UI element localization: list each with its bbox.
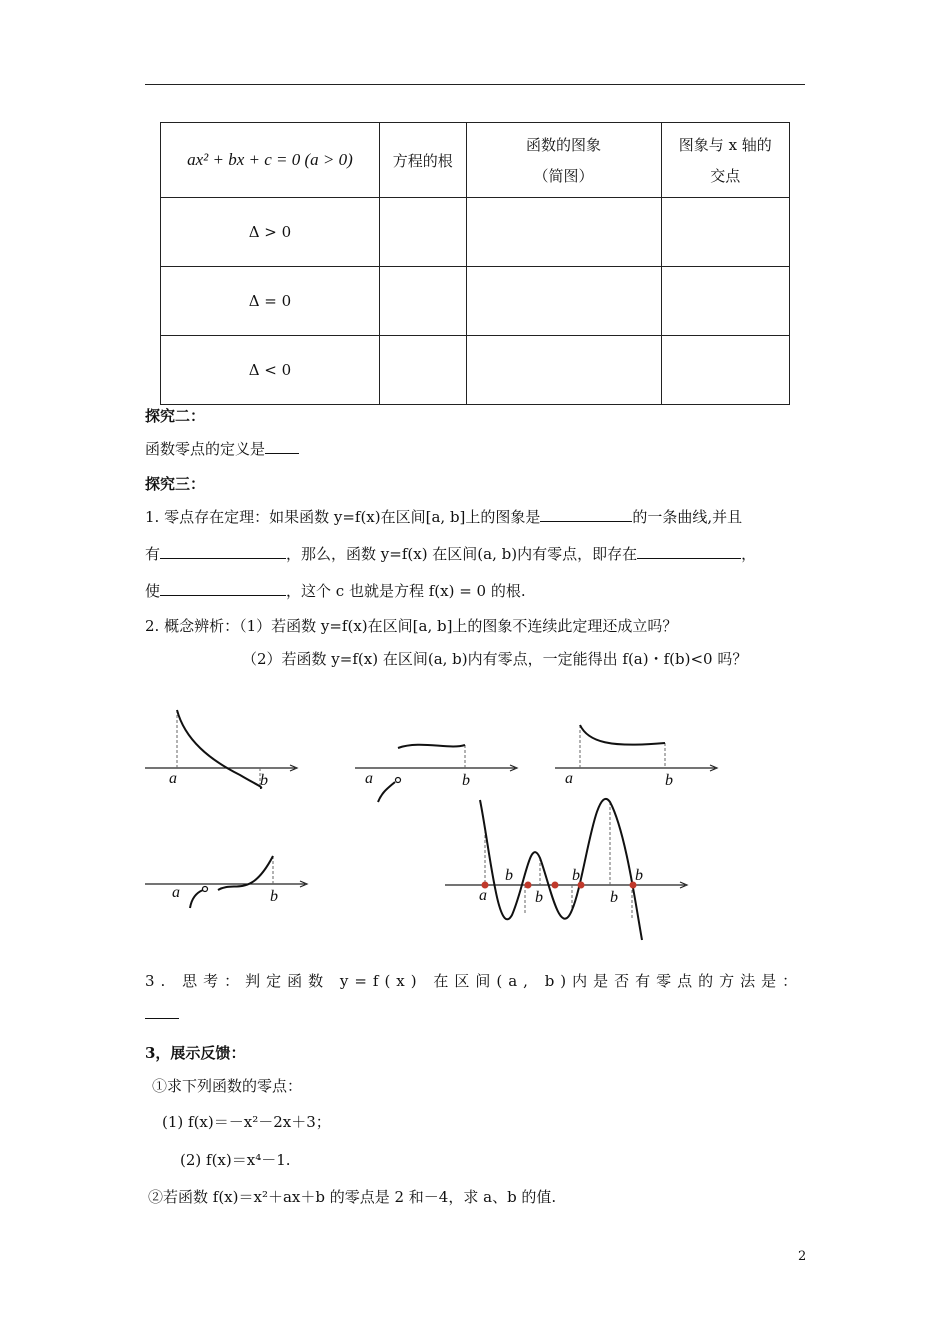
fig1-label-a: a — [169, 770, 177, 787]
fig2-label-a: a — [365, 770, 373, 787]
fig5-label-a: a — [479, 887, 487, 904]
header-intersect: 图象与 x 轴的 交点 — [661, 123, 789, 198]
feedback-q2: ②若函数 f(x)＝x²＋ax＋b 的零点是 2 和－4，求 a、b 的值. — [148, 1188, 557, 1206]
fig5-label-b3: b — [572, 867, 580, 884]
fig5-label-b5: b — [635, 867, 643, 884]
row-delta-zero: Δ = 0 — [161, 267, 380, 336]
think-question: 3. 思考：判定函数 y=f(x) 在区间(a, b)内是否有零点的方法是： — [145, 972, 804, 990]
fig4-label-a: a — [172, 884, 180, 901]
fig5-label-b2: b — [535, 889, 543, 906]
fig3-label-a: a — [565, 770, 573, 787]
top-rule — [145, 84, 805, 85]
fig1-label-b: b — [260, 772, 268, 789]
explore2-heading: 探究二： — [145, 407, 206, 425]
theorem-line1: 1. 零点存在定理：如果函数 y=f(x)在区间[a, b]上的图象是 的一条曲线,并且 — [145, 508, 743, 526]
row-delta-positive: Δ > 0 — [161, 198, 380, 267]
header-equation: ax² + bx + c = 0 (a > 0) — [161, 123, 380, 198]
feedback-q1-1: (1) f(x)＝－x²－2x＋3； — [162, 1113, 331, 1131]
fig4-label-b: b — [270, 888, 278, 905]
row-delta-negative: Δ < 0 — [161, 336, 380, 405]
page-number: 2 — [798, 1249, 807, 1264]
fig5-label-b1: b — [505, 867, 513, 884]
explore3-heading: 探究三： — [145, 475, 206, 493]
feedback-heading: 3，展示反馈： — [145, 1044, 246, 1062]
discriminant-table — [160, 122, 790, 405]
fig5-label-b4: b — [610, 889, 618, 906]
think-blank — [145, 1018, 179, 1019]
feedback-q1: ①求下列函数的零点： — [152, 1077, 303, 1095]
header-roots: 方程的根 — [379, 123, 466, 198]
fig2-label-b: b — [462, 772, 470, 789]
fig3-label-b: b — [665, 772, 673, 789]
theorem-line3: 使 ，这个 c 也就是方程 f(x) = 0 的根. — [145, 582, 526, 600]
zero-theorem-figures — [140, 700, 740, 950]
header-graph: 函数的图象 （简图） — [466, 123, 661, 198]
theorem-line2: 有 ，那么，函数 y=f(x) 在区间(a, b)内有零点，即存在 ， — [145, 545, 757, 563]
concept-q2: （2）若函数 y=f(x) 在区间(a, b)内有零点，一定能得出 f(a)・f(b)<0 吗？ — [242, 650, 748, 668]
feedback-q1-2: (2) f(x)＝x⁴－1. — [180, 1151, 291, 1169]
concept-q1: 2. 概念辨析：（1）若函数 y=f(x)在区间[a, b]上的图象不连续此定理还成立吗？ — [145, 617, 678, 635]
explore2-text: 函数零点的定义是 — [145, 438, 299, 459]
